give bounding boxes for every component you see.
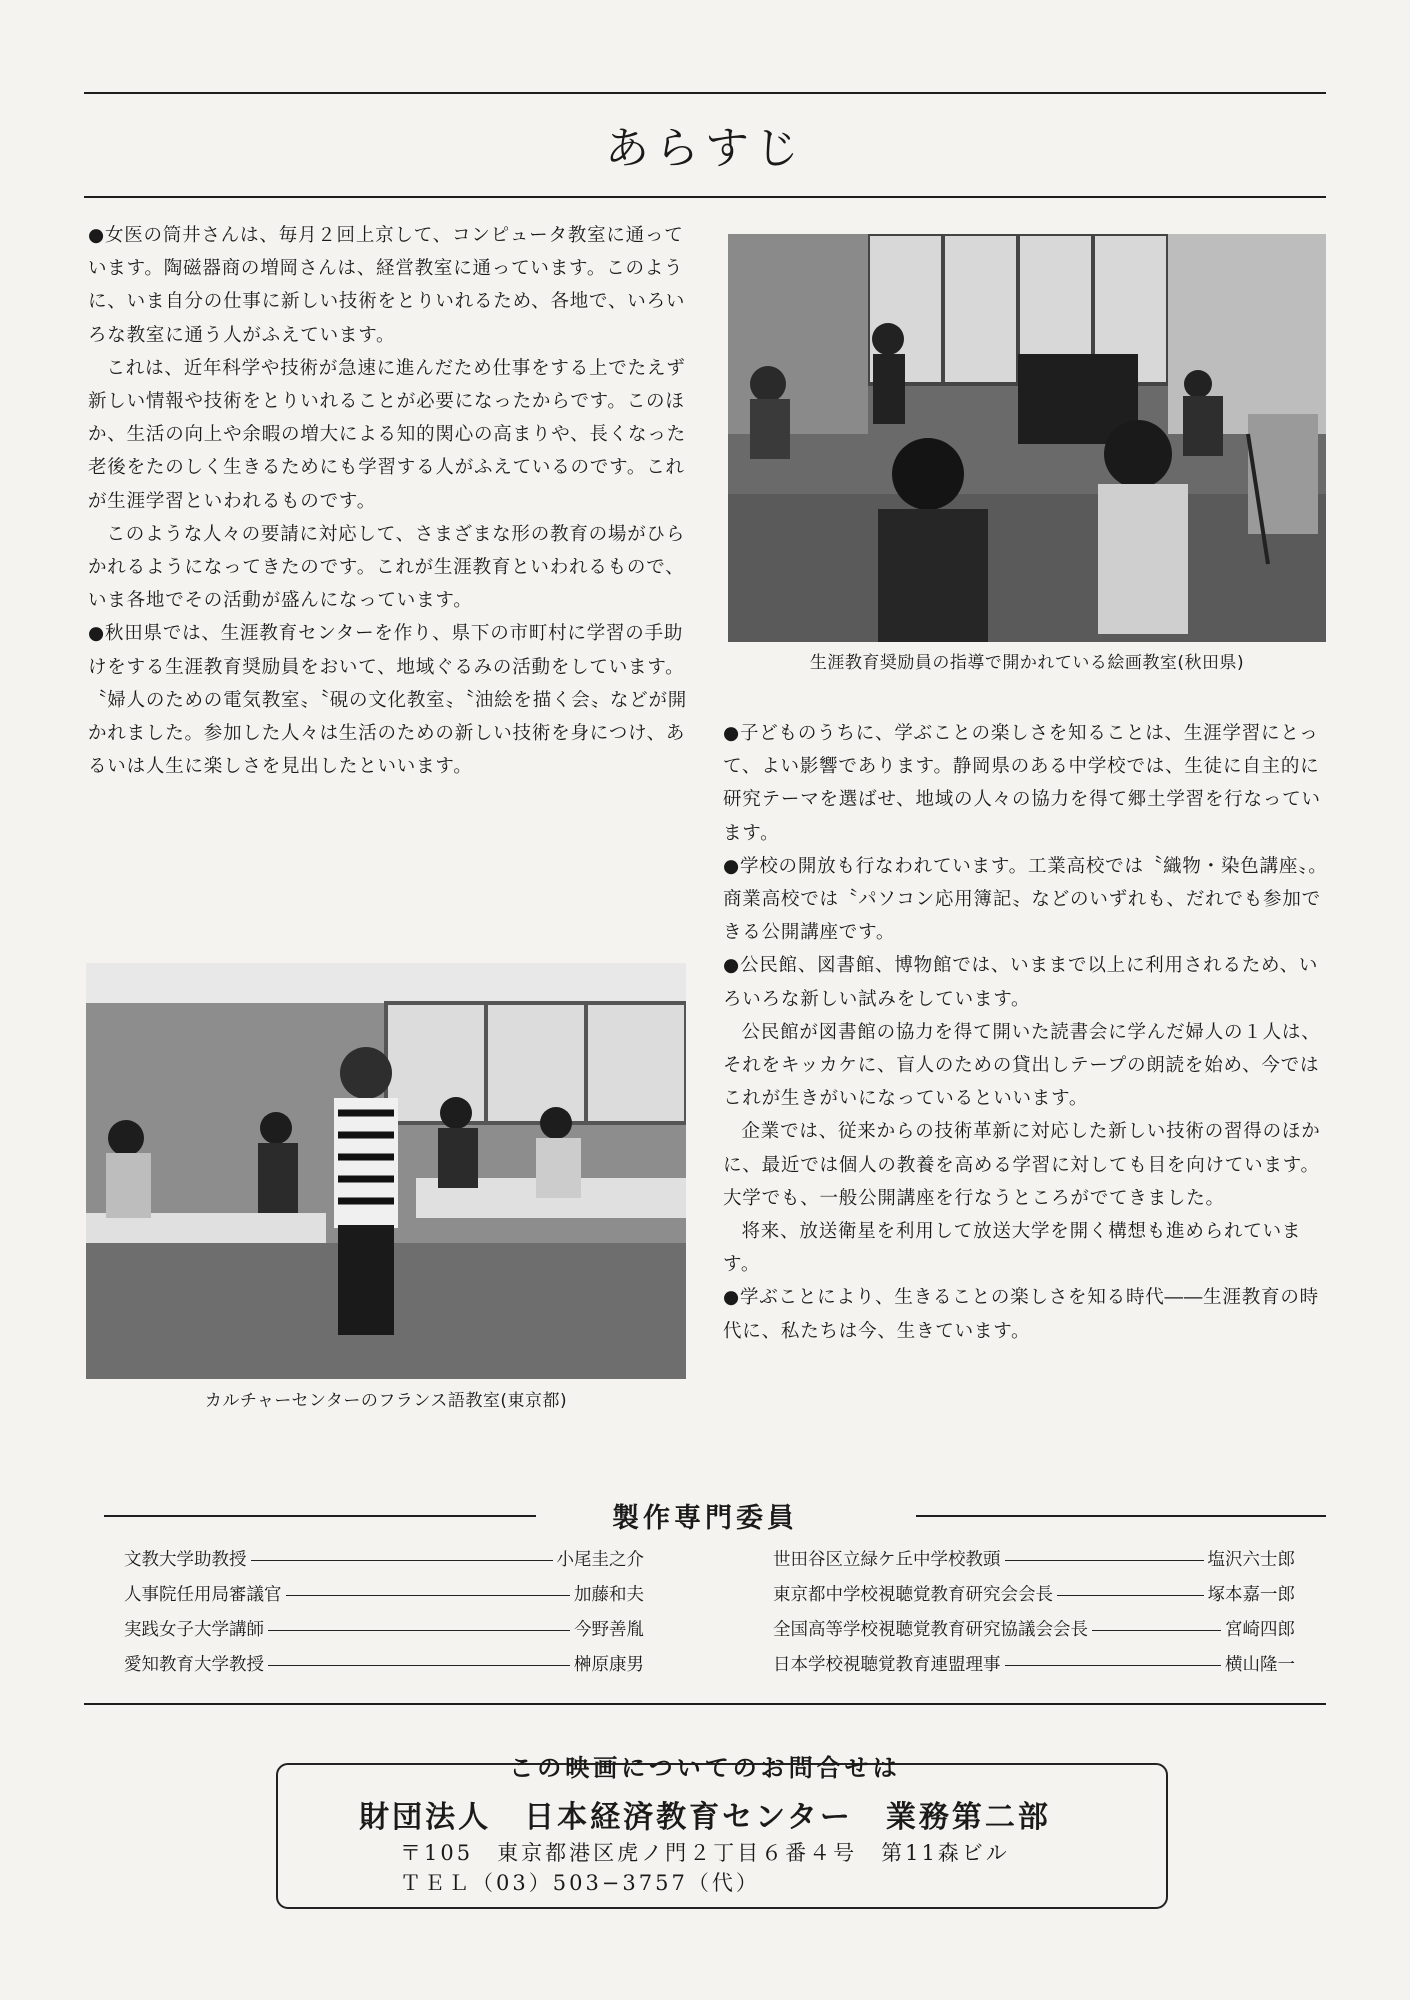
committee-member: [773, 1613, 1295, 1648]
member-role: 実践女子大学講師: [124, 1620, 264, 1640]
committee-rule-right: [916, 1515, 1326, 1517]
paragraph: 将来、放送衛星を利用して放送大学を開く構想も進められています。: [723, 1221, 1302, 1276]
member-name: 塚本嘉一郎: [1207, 1585, 1295, 1605]
committee-member: [773, 1648, 1295, 1683]
inquiry-phone: ＴＥＬ（03）503−3757（代）: [400, 1871, 760, 1895]
member-role: 日本学校視聴覚教育連盟理事: [773, 1655, 1001, 1675]
member-name: 加藤和夫: [574, 1585, 644, 1605]
member-role: 東京都中学校視聴覚教育研究会会長: [773, 1585, 1053, 1605]
member-name: 今野善胤: [574, 1620, 644, 1640]
member-name: 横山隆一: [1225, 1655, 1295, 1675]
member-name: 小尾圭之介: [556, 1550, 644, 1570]
member-name: 塩沢六士郎: [1207, 1550, 1295, 1570]
paragraph: ●学ぶことにより、生きることの楽しさを知る時代――生涯教育の時代に、私たちは今、生きています。: [723, 1287, 1319, 1342]
paragraph: 企業では、従来からの技術革新に対応した新しい技術の習得のほかに、最近では個人の教養を高める学習に対しても目を向けています。大学でも、一般公開講座を行なうところがでてきました。: [723, 1121, 1321, 1209]
paragraph: ●公民館、図書館、博物館では、いままで以上に利用されるため、いろいろな新しい試みをしています。: [723, 955, 1319, 1010]
paragraph: ●女医の筒井さんは、毎月２回上京して、コンピュータ教室に通っています。陶磁器商の増岡さんは、経営教室に通っています。このように、いま自分の仕事に新しい技術をとりいれるため、各地で、いろいろな教室に通う人がふえています。: [88, 225, 686, 346]
caption-painting-class: 生涯教育奨励員の指導で開かれている絵画教室(秋田県): [809, 653, 1245, 673]
caption-french-class: カルチャーセンターのフランス語教室(東京都): [204, 1391, 568, 1411]
committee-member: [773, 1578, 1295, 1613]
committee-member: [124, 1543, 644, 1578]
inquiry-title: この映画についてのお問合せは: [509, 1754, 901, 1782]
member-role: 文教大学助教授: [124, 1550, 247, 1570]
inquiry-organization: 財団法人 日本経済教育センター 業務第二部: [359, 1800, 1051, 1835]
committee-member: [773, 1543, 1295, 1578]
photo-painting-class-image: [728, 234, 1326, 642]
paragraph: ●子どものうちに、学ぶことの楽しさを知ることは、生涯学習にとって、よい影響であります。静岡県のある中学校では、生徒に自主的に研究テーマを選ばせ、地域の人々の協力を得て郷土学習を行なっています。: [723, 723, 1321, 844]
title-rule: [84, 196, 1326, 198]
inquiry-address: 〒105 東京都港区虎ノ門２丁目６番４号 第11森ビル: [400, 1841, 1010, 1865]
member-role: 愛知教育大学教授: [124, 1655, 264, 1675]
committee-bottom-rule: [84, 1703, 1326, 1705]
member-name: 宮崎四郎: [1225, 1620, 1295, 1640]
member-name: 榊原康男: [574, 1655, 644, 1675]
right-column: [723, 717, 1335, 1348]
paragraph: 公民館が図書館の協力を得て開いた読書会に学んだ婦人の１人は、それをキッカケに、盲人のための貸出しテープの朗読を始め、今ではこれが生きがいになっているといいます。: [723, 1021, 1321, 1110]
paragraph: このような人々の要請に対応して、さまざまな形の教育の場がひらかれるようになってきたのです。これが生涯教育といわれるもので、いま各地でその活動が盛んになっています。: [88, 523, 686, 612]
photo-french-class-image: [86, 963, 686, 1379]
page-title: あらすじ: [605, 123, 805, 174]
paragraph: これは、近年科学や技術が急速に進んだため仕事をする上でたえず新しい情報や技術をとりいれることが必要になったからです。このほか、生活の向上や余暇の増大による知的関心の高まりや、長くなった老後をたのしく生きるためにも学習する人がふえているのです。これが生涯学習といわれるものです。: [88, 357, 686, 512]
photo-french-class: [86, 963, 686, 1379]
member-role: 人事院任用局審議官: [124, 1585, 282, 1605]
committee-member: [124, 1578, 644, 1613]
committee-heading: [84, 1496, 1326, 1536]
committee-title: 製作専門委員: [612, 1503, 798, 1534]
committee-member: [124, 1613, 644, 1648]
committee-member: [124, 1648, 644, 1683]
paragraph: ●学校の開放も行なわれています。工業高校では〝織物・染色講座〟。商業高校では〝パソコン応用簿記〟などのいずれも、だれでも参加できる公開講座です。: [723, 855, 1328, 944]
paragraph: ●秋田県では、生涯教育センターを作り、県下の市町村に学習の手助けをする生涯教育奨励員をおいて、地域ぐるみの活動をしています。〝婦人のための電気教室〟〝硯の文化教室〟〝油絵を描く会〟などが開かれました。参加した人々は生活のための新しい技術を身につけ、あるいは人生に楽しさを見出したといいます。: [88, 623, 688, 778]
photo-painting-class: [728, 234, 1326, 642]
top-rule: [84, 92, 1326, 94]
left-column: [88, 219, 694, 783]
member-role: 全国高等学校視聴覚教育研究協議会会長: [773, 1620, 1088, 1640]
member-role: 世田谷区立緑ケ丘中学校教頭: [773, 1550, 1001, 1570]
